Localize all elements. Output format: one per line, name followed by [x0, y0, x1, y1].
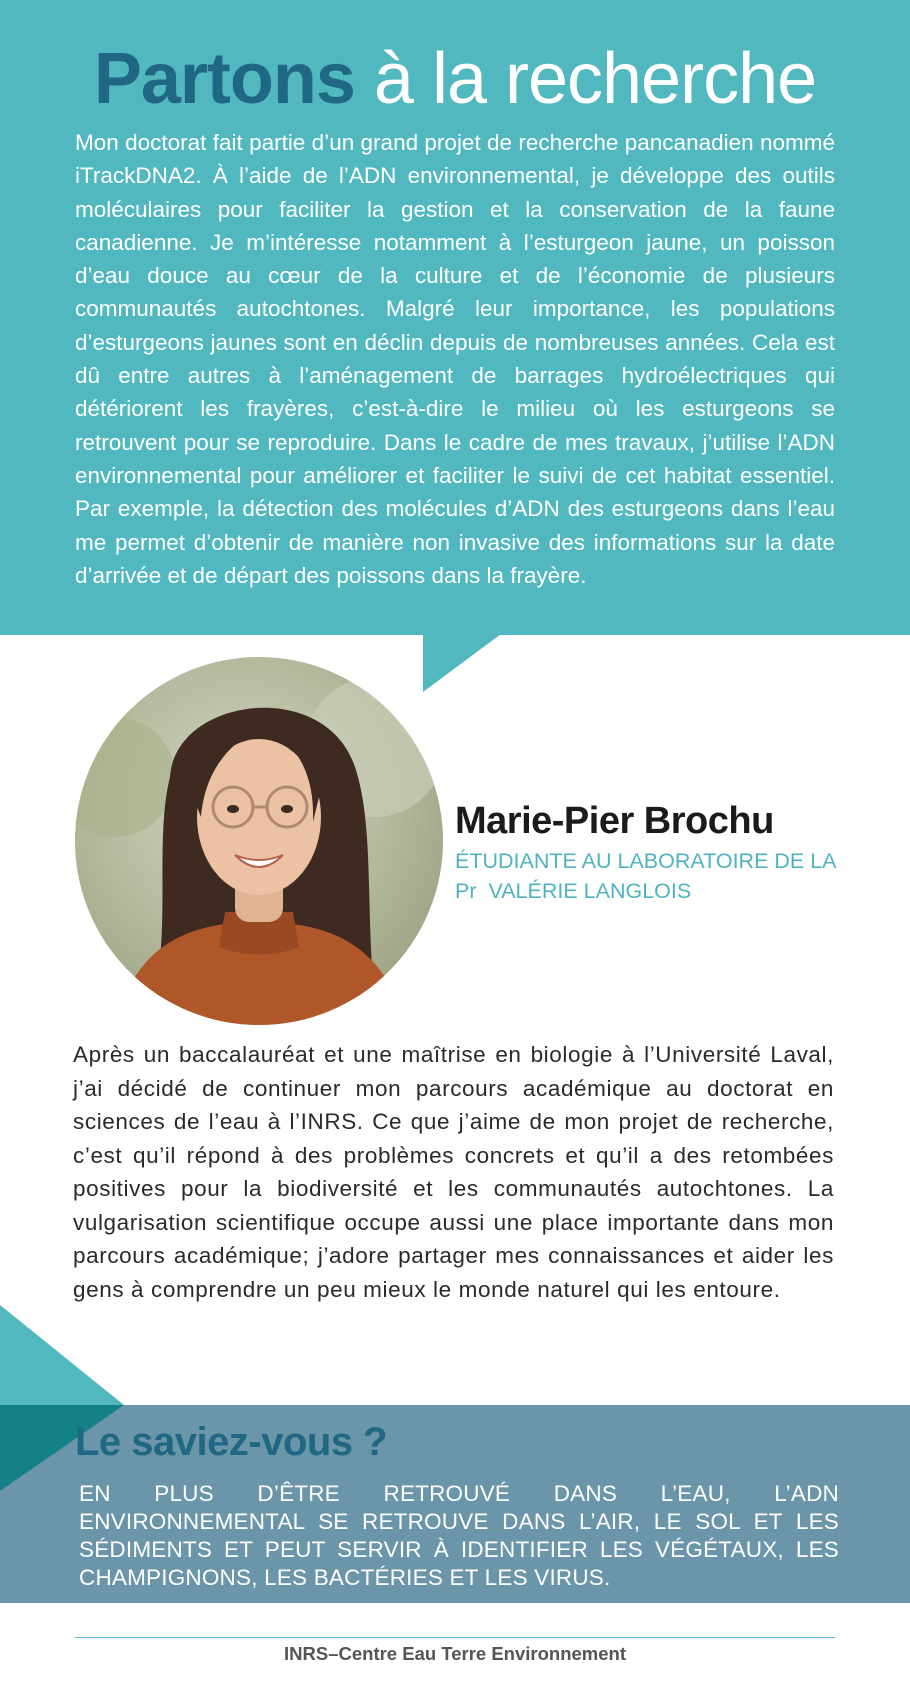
speech-bubble-tail	[423, 634, 501, 692]
title-strong: Partons	[93, 39, 355, 119]
role-line-1: ÉTUDIANTE AU LABORATOIRE DE LA	[455, 849, 837, 873]
page-title	[0, 36, 910, 122]
fact-text: EN PLUS D’ÊTRE RETROUVÉ DANS L’EAU, L’ADN ENVIRONNEMENTAL SE RETROUVE DANS L’AIR, LE SOL ET LES SÉDIMENTS ET PEUT SERVIR À IDENTIFIER LES VÉGÉTAUX, LES CHAMPIGNONS, LES BACTÉRIES ET LES VIRUS.	[79, 1481, 839, 1590]
person-name: Marie-Pier Brochu	[455, 800, 774, 842]
bio-paragraph: Après un baccalauréat et une maîtrise en biologie à l’Université Laval, j’ai décidé de continuer mon parcours académique au doctorat en sciences de l’eau à l’INRS. Ce que j’aime de mon projet de recherche, c’est qu’il répond à des problèmes concrets et qu’il a des retombées positives pour la biodiversité et les communautés autochtones. La vulgarisation scientifique occupe aussi une place importante dans mon parcours académique; j’adore partager mes connaissances et aider les gens à comprendre un peu mieux le monde naturel qui les entoure.	[73, 1042, 834, 1302]
intro-paragraph: Mon doctorat fait partie d’un grand projet de recherche pancanadien nommé iTrackDNA2. À l’aide de l’ADN environnemental, je développe des outils moléculaires pour faciliter la gestion et la conservation de la faune canadienne. Je m’intéresse notamment à l’esturgeon jaune, un poisson d’eau douce au cœur de la culture et de l’économie de plusieurs communautés autochtones. Malgré leur importance, les populations d’esturgeons jaunes sont en déclin depuis de nombreuses années. Cela est dû entre autres à l’aménagement de barrages hydroélectriques qui détériorent les frayères, c’est-à-dire le milieu où les esturgeons se retrouvent pour se reproduire. Dans le cadre de mes travaux, j’utilise l’ADN environnemental pour améliorer et faciliter le suivi de cet habitat essentiel. Par exemple, la détection des molécules d’ADN des esturgeons dans l’eau me permet d’obtenir de manière non invasive des informations sur la date d’arrivée et de départ des poissons dans la frayère.	[75, 130, 835, 588]
fact-title: Le saviez-vous ?	[75, 1420, 388, 1464]
person-role	[455, 846, 855, 906]
title-rest: à la recherche	[373, 39, 817, 119]
footer-text: INRS–Centre Eau Terre Environnement	[284, 1643, 626, 1664]
footer-divider	[75, 1637, 835, 1638]
portrait-photo	[75, 657, 443, 1025]
role-line-2: Pr VALÉRIE LANGLOIS	[455, 879, 692, 903]
